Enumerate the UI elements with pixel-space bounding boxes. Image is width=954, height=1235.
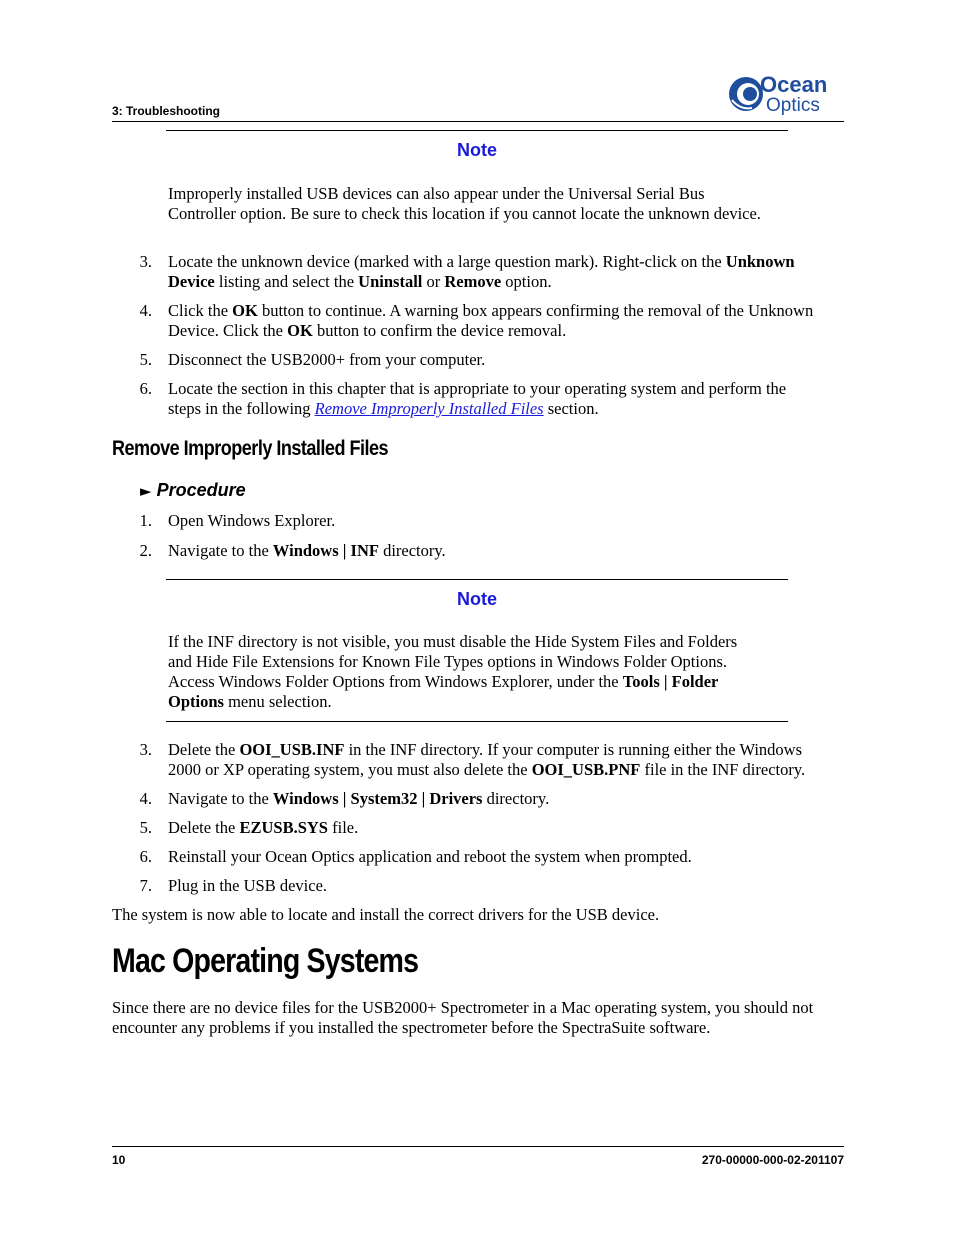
note2-line2: and Hide File Extensions for Known File Types options in Windows Folder Options.: [168, 652, 728, 671]
step-number: 4.: [139, 789, 152, 808]
step-text: Locate the section in this chapter that is appropriate to your operating system and perform the steps in the following Remove Improperly Installed Files section.: [168, 379, 787, 418]
logo-word-optics: Optics: [766, 95, 820, 116]
note2-bottom-rule: [166, 721, 788, 722]
procedure-heading: ► Procedure: [140, 480, 246, 500]
step-text: Plug in the USB device.: [168, 876, 328, 895]
step-number: 6.: [139, 847, 152, 866]
note2-top-rule: [166, 579, 788, 580]
ocean-optics-logo-mark: [726, 70, 846, 116]
mac-section-heading: Mac Operating Systems: [112, 942, 419, 980]
note1-top-rule: [166, 130, 788, 131]
note2-line4: Options menu selection.: [168, 692, 332, 711]
step-text: Reinstall your Ocean Optics application and reboot the system when prompted.: [168, 847, 692, 866]
ocean-optics-logo: [726, 70, 846, 116]
step-text: Open Windows Explorer.: [168, 511, 336, 530]
document-number: 270-00000-000-02-201107: [701, 1153, 844, 1167]
step-text: Locate the unknown device (marked with a large question mark). Right-click on the Unknown Device listing and select the Uninstall or Remove option.: [168, 252, 795, 291]
note2-line1: If the INF directory is not visible, you must disable the Hide System Files and Folders: [168, 632, 738, 651]
step-text: Delete the EZUSB.SYS file.: [168, 818, 359, 837]
step-number: 2.: [139, 541, 152, 560]
note2-title: Note: [457, 589, 497, 609]
footer-rule: [112, 1146, 844, 1147]
step-number: 4.: [139, 301, 152, 320]
step-text: Navigate to the Windows | INF directory.: [168, 541, 446, 560]
step-number: 7.: [139, 876, 152, 895]
note1-line1: Improperly installed USB devices can also appear under the Universal Serial Bus: [168, 184, 705, 203]
step-text: Delete the OOI_USB.INF in the INF directory. If your computer is running either the Windows 2000 or XP operating system, you must also delete the OOI_USB.PNF file in the INF directory.: [168, 740, 806, 779]
mac-paragraph-line2: encounter any problems if you installed the spectrometer before the SpectraSuite software.: [112, 1018, 711, 1037]
step-number: 1.: [139, 511, 152, 530]
note1-line2: Controller option. Be sure to check this location if you cannot locate the unknown device.: [168, 204, 761, 223]
step-number: 3.: [139, 740, 152, 759]
header-rule: [112, 121, 844, 122]
running-header-section: 3: Troubleshooting: [112, 104, 220, 118]
step-text: Disconnect the USB2000+ from your computer.: [168, 350, 486, 369]
note1-title: Note: [457, 140, 497, 160]
logo-word-ocean: Ocean: [760, 72, 828, 97]
step-number: 3.: [139, 252, 152, 271]
step-text: Click the OK button to continue. A warning box appears confirming the removal of the Unknown Device. Click the OK button to confirm the device removal.: [168, 301, 814, 340]
note2-line3: Access Windows Folder Options from Windows Explorer, under the Tools | Folder: [168, 672, 719, 691]
section-heading: Remove Improperly Installed Files: [112, 437, 389, 460]
closing-paragraph: The system is now able to locate and install the correct drivers for the USB device.: [112, 905, 660, 924]
step-text: Navigate to the Windows | System32 | Drivers directory.: [168, 789, 550, 808]
triangle-right-icon: ►: [140, 482, 152, 500]
mac-paragraph-line1: Since there are no device files for the USB2000+ Spectrometer in a Mac operating system, you should not: [112, 998, 814, 1017]
step-number: 5.: [139, 350, 152, 369]
step-number: 5.: [139, 818, 152, 837]
page-number: 10: [112, 1153, 126, 1167]
step-number: 6.: [139, 379, 152, 398]
remove-improperly-installed-files-link[interactable]: Remove Improperly Installed Files: [314, 399, 544, 418]
